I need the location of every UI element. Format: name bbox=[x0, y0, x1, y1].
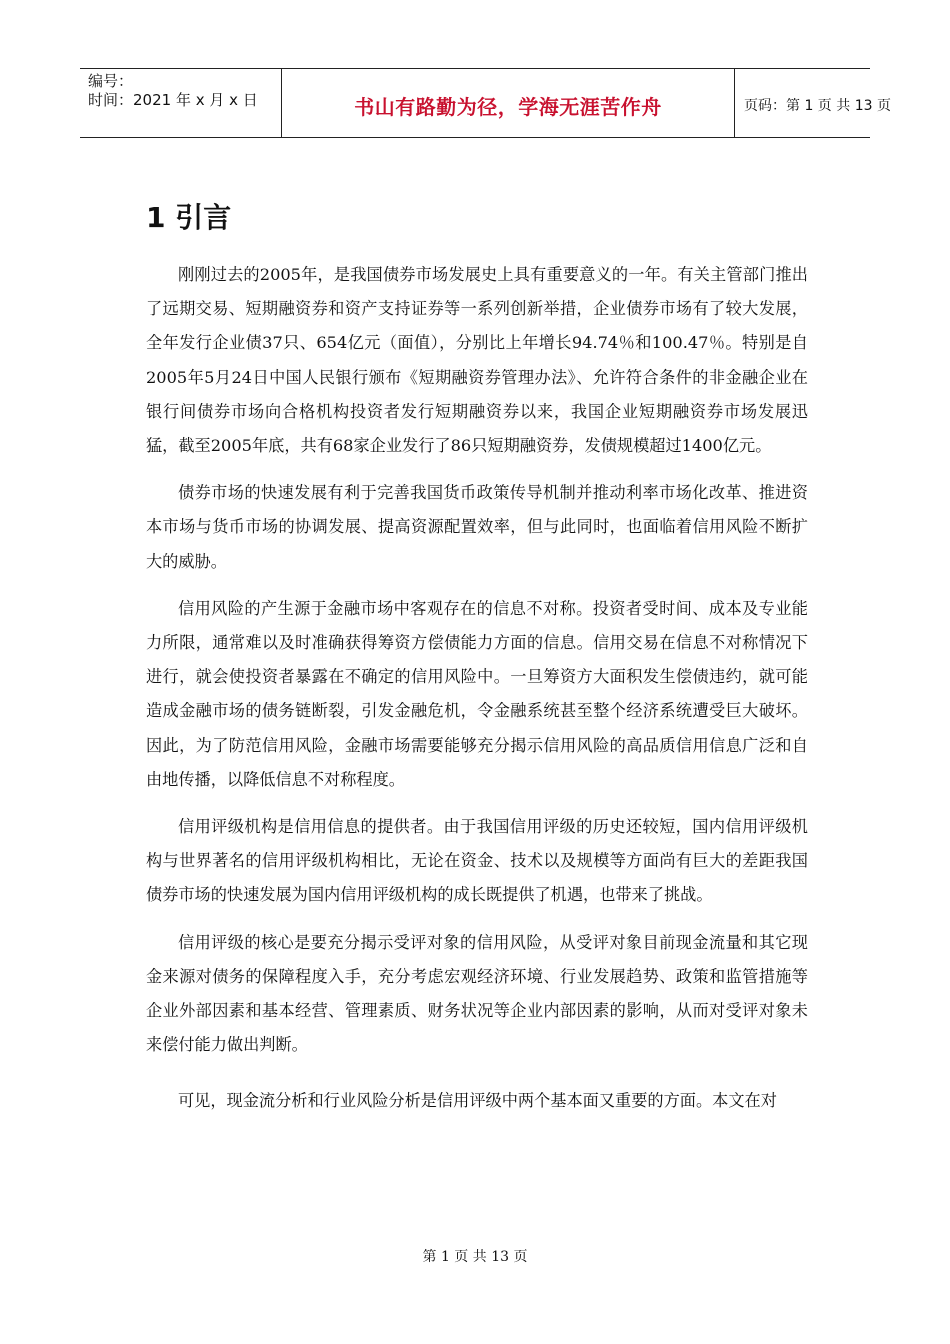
header-motto: 书山有路勤为径，学海无涯苦作舟 bbox=[354, 95, 662, 119]
header-meta bbox=[80, 69, 280, 137]
header-page-code: 页码：第 1 页 共 13 页 bbox=[744, 98, 891, 114]
paragraph-5: 信用评级的核心是要充分揭示受评对象的信用风险，从受评对象目前现金流量和其它现金来源对债务的保障程度入手，充分考虑宏观经济环境、行业发展趋势、政策和监管措施等企业外部因素和基本经营、管理素质、财务状况等企业内部因素的影响，从而对受评对象未来偿付能力做出判断。 bbox=[146, 932, 808, 1055]
page-header bbox=[80, 68, 891, 138]
paragraph-4: 信用评级机构是信用信息的提供者。由于我国信用评级的历史还较短，国内信用评级机构与世界著名的信用评级机构相比，无论在资金、技术以及规模等方面尚有巨大的差距我国债券市场的快速发展为国内信用评级机构的成长既提供了机遇，也带来了挑战。 bbox=[146, 817, 808, 905]
page-footer: 第 1 页 共 13 页 bbox=[422, 1249, 528, 1265]
paragraph-3: 信用风险的产生源于金融市场中客观存在的信息不对称。投资者受时间、成本及专业能力所限，通常难以及时准确获得筹资方偿债能力方面的信息。信用交易在信息不对称情况下进行，就会使投资者暴露在不确定的信用风险中。一旦筹资方大面积发生偿债违约，就可能造成金融市场的债务链断裂，引发金融危机，令金融系统甚至整个经济系统遭受巨大破坏。因此，为了防范信用风险，金融市场需要能够充分揭示信用风险的高品质信用信息广泛和自由地传播，以降低信息不对称程度。 bbox=[146, 598, 808, 789]
header-page-cell bbox=[734, 69, 891, 137]
paragraph-1: 刚刚过去的2005年，是我国债券市场发展史上具有重要意义的一年。有关主管部门推出了远期交易、短期融资券和资产支持证券等一系列创新举措，企业债券市场有了较大发展，全年发行企业债37只、654亿元（面值），分别比上年增长94.74％和100.47％。特别是自2005年5月24日中国人民银行颁布《短期融资券管理办法》、允许符合条件的非金融企业在银行间债券市场向合格机构投资者发行短期融资券以来，我国企业短期融资券市场发展迅猛，截至2005年底，共有68家企业发行了86只短期融资券，发债规模超过1400亿元。 bbox=[146, 265, 808, 456]
document-number-label: 编号： bbox=[88, 72, 134, 90]
section-title: 1 引言 bbox=[146, 201, 232, 234]
paragraph-6: 可见，现金流分析和行业风险分析是信用评级中两个基本面又重要的方面。本文在对 bbox=[178, 1091, 777, 1111]
document-date: 时间：2021 年 x 月 x 日 bbox=[88, 91, 258, 109]
paragraph-2: 债券市场的快速发展有利于完善我国货币政策传导机制并推动利率市场化改革、推进资本市场与货币市场的协调发展、提高资源配置效率，但与此同时，也面临着信用风险不断扩大的威胁。 bbox=[146, 483, 808, 571]
body-content bbox=[146, 258, 808, 1132]
header-motto-cell bbox=[281, 69, 735, 137]
